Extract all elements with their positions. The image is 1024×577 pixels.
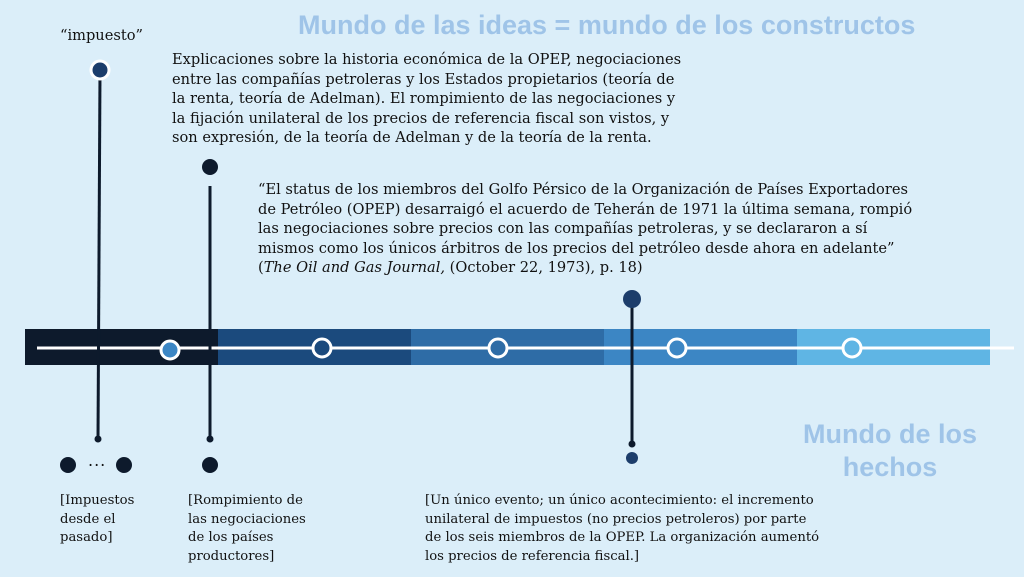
caption-evento: [425, 492, 895, 566]
fact-dot-evento: [626, 452, 638, 464]
caption-line: [Un único evento; un único acontecimiento: el incremento: [425, 493, 814, 508]
connector-impuesto: [98, 72, 100, 439]
fact-dot-pasado-1: [60, 457, 76, 473]
fact-dot-pasado-2: [116, 457, 132, 473]
fact-dot-rompimiento: [202, 457, 218, 473]
caption-line: las negociaciones: [188, 511, 306, 527]
caption-line: de los países: [188, 530, 274, 545]
caption-line: [Rompimiento de: [188, 493, 303, 508]
explicaciones-line: Explicaciones sobre la historia económica de la OPEP, negociaciones: [172, 51, 682, 68]
ellipsis-pasado: ...: [88, 451, 107, 470]
explicaciones-line: la fijación unilateral de los precios de referencia fiscal son vistos, y: [172, 109, 670, 127]
explicaciones-line: la renta, teoría de Adelman). El rompimiento de las negociaciones y: [172, 90, 676, 107]
caption-impuestos: [60, 492, 170, 548]
connector-end-evento: [629, 441, 636, 448]
explicaciones-line: son expresión, de la teoría de Adelman y de la teoría de la renta.: [172, 129, 652, 146]
label-impuesto: “impuesto”: [60, 27, 143, 44]
timeline-node-3: [489, 339, 507, 357]
timeline-node-2: [313, 339, 331, 357]
node-rompimiento: [202, 159, 218, 175]
node-impuesto: [91, 61, 109, 79]
quote-source-date: (October 22, 1973), p. 18): [445, 259, 643, 276]
quote-line: de Petróleo (OPEP) desarraigó el acuerdo de Teherán de 1971 la última semana, rompió: [258, 200, 913, 218]
caption-line: de los seis miembros de la OPEP. La organización aumentó: [425, 530, 820, 545]
caption-line: [Impuestos: [60, 493, 135, 508]
explicaciones-line: entre las compañías petroleras y los Estados propietarios (teoría de: [172, 70, 675, 88]
title-hechos-line2: hechos: [842, 452, 938, 482]
quote-source-journal: The Oil and Gas Journal,: [263, 259, 446, 276]
timeline-node-1: [161, 341, 179, 359]
timeline-node-4: [668, 339, 686, 357]
timeline-node-5: [843, 339, 861, 357]
node-evento: [623, 290, 641, 308]
caption-line: los precios de referencia fiscal.]: [425, 548, 640, 564]
connector-end-rompimiento: [207, 436, 214, 443]
title-mundo-ideas: Mundo de las ideas = mundo de los constructos: [298, 10, 916, 40]
caption-line: unilateral de impuestos (no precios petroleros) por parte: [425, 511, 807, 527]
quote-line: las negociaciones sobre precios con las compañías petroleras, y se declararon a sí: [258, 220, 868, 237]
quote-line: mismos como los únicos árbitros de los precios del petróleo desde ahora en adelante”: [258, 239, 895, 257]
caption-rompimiento: [188, 492, 348, 566]
caption-line: productores]: [188, 548, 275, 564]
quote-line: “El status de los miembros del Golfo Pérsico de la Organización de Países Exportadores: [258, 181, 908, 198]
quote-source-open: (: [258, 259, 264, 276]
caption-line: desde el: [60, 511, 116, 527]
title-hechos-line1: Mundo de los: [803, 419, 977, 449]
caption-line: pasado]: [60, 530, 113, 545]
connector-end-impuesto: [95, 436, 102, 443]
